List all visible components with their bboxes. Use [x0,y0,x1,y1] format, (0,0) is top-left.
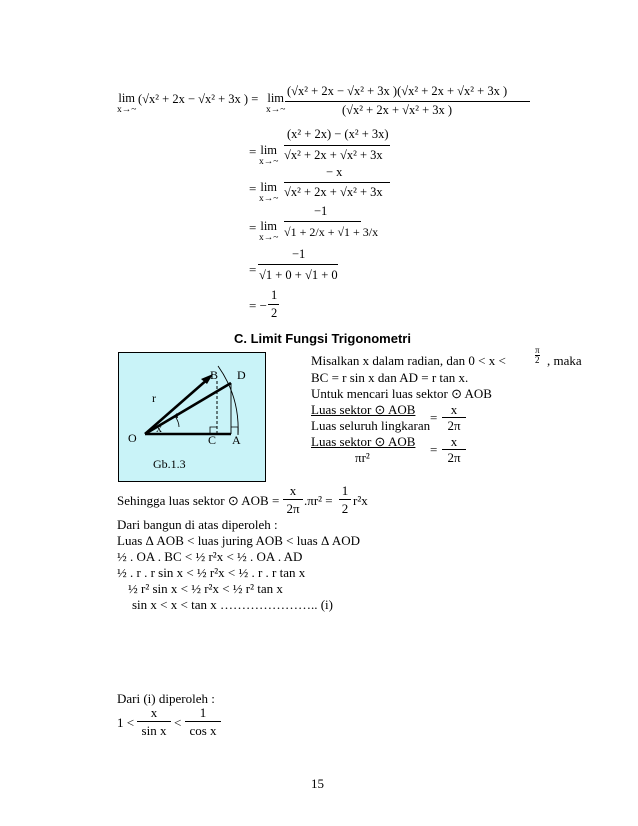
intro-text: Misalkan x dalam radian, dan 0 < x < [311,353,506,368]
pi-num: π [535,345,540,355]
sehingga-f1-num: x [289,483,297,498]
fraction-bar [284,145,390,146]
ratio1-rhs-den: 2π [447,418,461,433]
sehingga-mid: .πr² = [304,493,333,508]
pi-half-fraction [535,346,540,365]
fraction-bar [284,182,390,183]
lim-subscript: x→~ [117,104,137,115]
lim-word: lim [260,180,278,194]
lim-subscript: x→~ [259,156,279,167]
body-line-half3: ½ r² sin x < ½ r²x < ½ r² tan x [128,581,283,596]
sehingga-f2-den: 2 [341,501,349,516]
fraction-bar [268,304,279,305]
ratio2-numerator: Luas sektor ⊙ AOB [311,434,416,449]
label-d: D [237,368,246,382]
final-f1-num: x [150,705,158,720]
body-line-half1: ½ . OA . BC < ½ r²x < ½ . OA . AD [117,549,303,564]
limit-operator [259,144,278,167]
body-line-dari: Dari bangun di atas diperoleh : [117,517,278,532]
row1-numerator: (√x² + 2x − √x² + 3x )(√x² + 2x + √x² + 3x ) [287,84,508,98]
fraction-bar [137,721,171,722]
lim-word: lim [260,219,278,233]
row5-denominator: √1 + 0 + √1 + 0 [259,268,338,282]
body-line-sin: sin x < x < tan x ………………….. (i) [132,597,333,612]
lim-subscript: x→~ [259,193,279,204]
body-line-dari2: Dari (i) diperoleh : [117,691,215,706]
equals-sign: = [249,181,257,196]
label-o: O [128,431,137,445]
fraction-bar [185,721,221,722]
sehingga-f1-den: 2π [286,501,300,516]
label-b: B [210,368,219,382]
limit-operator [117,92,136,115]
body-line-luas: Luas Δ AOB < luas juring AOB < luas Δ AOD [117,533,360,548]
equals-sign: = [430,410,438,425]
ratio1-denominator: Luas seluruh lingkaran [311,418,431,433]
ratio2-rhs-num: x [450,434,458,449]
row3-denominator: √x² + 2x + √x² + 3x [284,185,383,199]
pi-den: 2 [535,355,540,365]
ratio1-numerator: Luas sektor ⊙ AOB [311,402,416,417]
row3-numerator: − x [326,165,343,179]
final-f2-den: cos x [189,723,217,738]
lim-word: lim [118,91,136,105]
page-number: 15 [311,776,324,791]
label-a: A [232,433,241,447]
radius-arrow [145,378,209,434]
section-heading: C. Limit Fungsi Trigonometri [234,331,411,346]
label-c: C [208,433,217,447]
fraction-bar [284,221,361,222]
equals-sign: = [249,144,257,159]
row4-numerator: −1 [314,204,328,218]
equals-minus-sign: = − [249,298,267,313]
circle-arc [218,366,238,435]
fraction-bar [285,101,530,102]
intro-end: , maka [547,353,582,368]
row1-lhs: (√x² + 2x − √x² + 3x ) = [138,92,259,106]
equals-sign: = [430,442,438,457]
body-line-half2: ½ . r . r sin x < ½ r²x < ½ . r . r tan x [117,565,306,580]
fraction-bar [258,264,338,265]
bc-ad-line: BC = r sin x dan AD = r tan x. [311,370,469,385]
limit-operator [259,220,278,243]
ratio1-rhs-num: x [450,402,458,417]
row4-denominator: √1 + 2/x + √1 + 3/x [284,225,379,239]
limit-operator [259,181,278,204]
label-x: x [156,421,162,435]
row6-numerator: 1 [271,288,278,302]
lim-subscript: x→~ [259,232,279,243]
final-f1-den: sin x [141,723,167,738]
lim-word: lim [260,143,278,157]
equals-sign: = [249,262,257,277]
lim-word: lim [267,91,285,105]
row2-numerator: (x² + 2x) − (x² + 3x) [287,127,389,141]
sehingga-post: r²x [353,493,368,508]
limit-operator [266,92,285,115]
row6-denominator: 2 [271,306,278,320]
intro-line [311,353,506,369]
equals-sign: = [249,220,257,235]
ratio2-denominator: πr² [355,450,370,465]
sehingga-lead: Sehingga luas sektor ⊙ AOB = [117,493,280,508]
sector-line: Untuk mencari luas sektor ⊙ AOB [311,386,492,401]
figure-caption: Gb.1.3 [153,457,186,471]
final-f2-num: 1 [199,705,207,720]
row1-denominator: (√x² + 2x + √x² + 3x ) [342,103,453,117]
final-lt: < [174,715,182,730]
ratio2-rhs-den: 2π [447,450,461,465]
lim-subscript: x→~ [266,104,286,115]
final-lead: 1 < [117,715,135,730]
label-r: r [152,391,156,405]
row5-numerator: −1 [292,247,306,261]
row2-denominator: √x² + 2x + √x² + 3x [284,148,383,162]
trig-figure [118,352,266,482]
sehingga-f2-num: 1 [341,483,349,498]
fraction-bar [339,499,351,500]
fraction-bar [283,499,303,500]
